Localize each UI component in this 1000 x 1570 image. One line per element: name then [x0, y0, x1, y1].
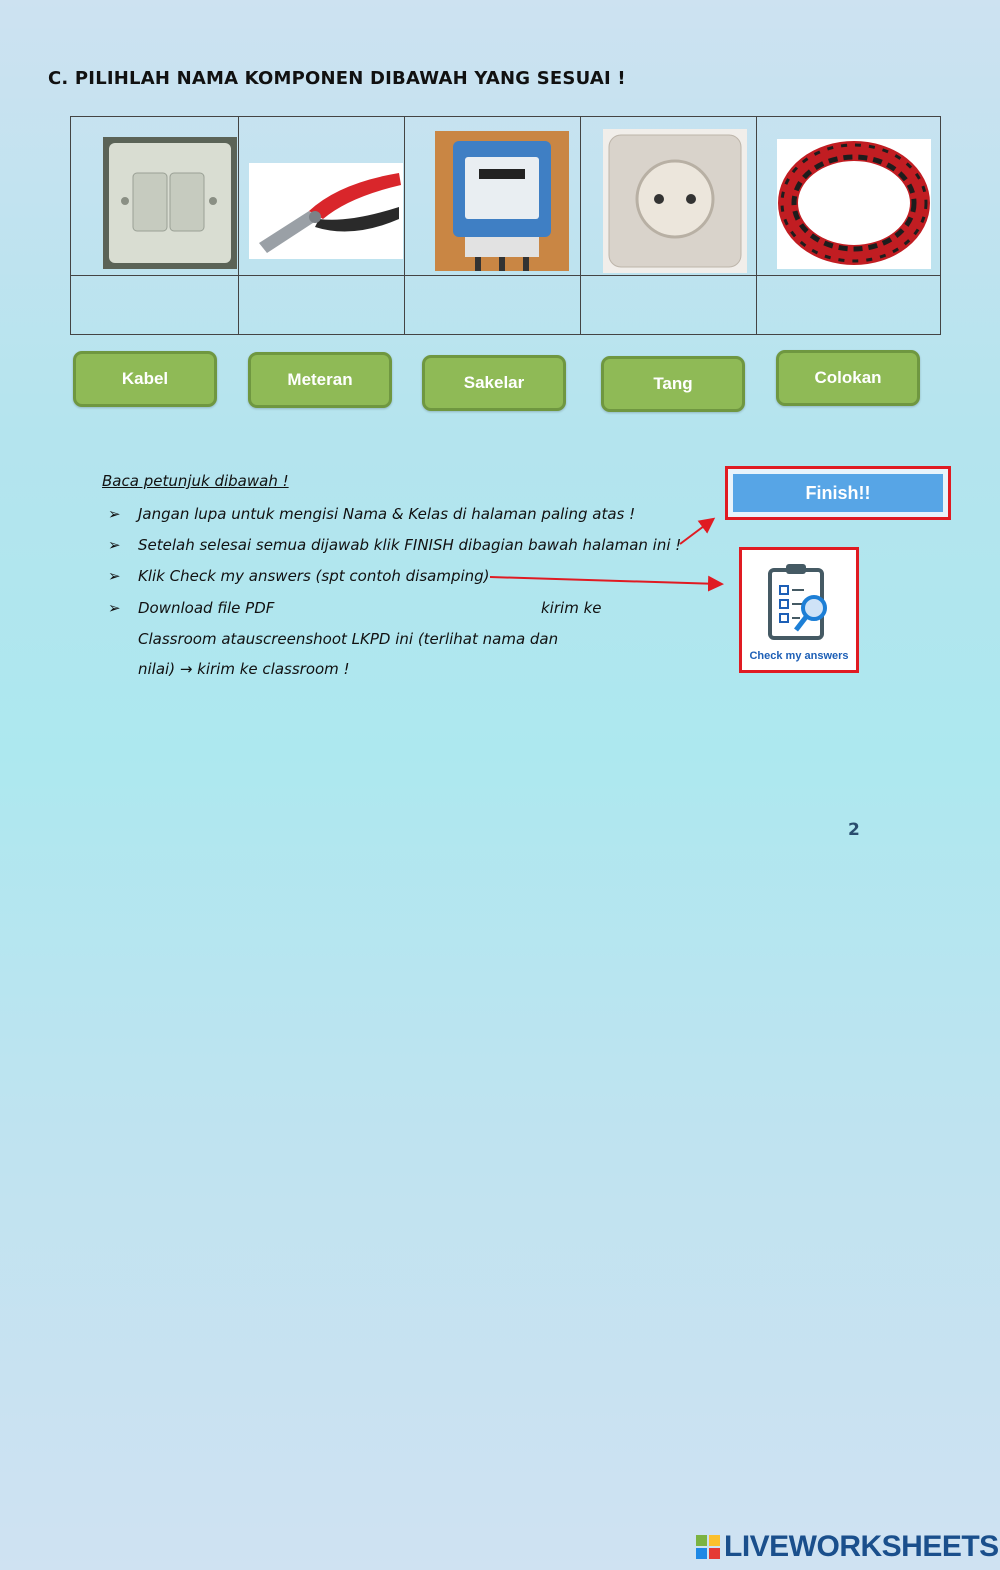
instruction-continuation: nilai) → kirim ke classroom ! — [138, 660, 350, 678]
instruction-item: ➢ Jangan lupa untuk mengisi Nama & Kelas di halaman paling atas ! — [108, 505, 636, 523]
liveworksheets-logo-icon — [696, 1535, 720, 1559]
brand-text: LIVEWORKSHEETS — [724, 1530, 999, 1563]
instruction-continuation: Classroom atauscreenshoot LKPD ini (terlihat nama dan — [138, 630, 559, 648]
instruction-item-send: kirim ke — [541, 599, 602, 617]
chip-kabel[interactable]: Kabel — [73, 351, 217, 407]
chip-meteran[interactable]: Meteran — [248, 352, 392, 408]
finish-example-frame — [725, 466, 951, 520]
instructions-title: Baca petunjuk dibawah ! — [102, 472, 289, 490]
chip-sakelar[interactable]: Sakelar — [422, 355, 566, 411]
section-heading: C. PILIHLAH NAMA KOMPONEN DIBAWAH YANG SESUAI ! — [48, 68, 626, 89]
page-number: 2 — [848, 820, 860, 840]
instruction-item: ➢ Download file PDF — [108, 599, 275, 617]
instruction-item: ➢ Klik Check my answers (spt contoh disamping) — [108, 567, 490, 585]
brand-logo[interactable] — [696, 1530, 999, 1564]
check-answers-label: Check my answers — [749, 650, 849, 662]
chip-tang[interactable]: Tang — [601, 356, 745, 412]
instruction-item: ➢ Setelah selesai semua dijawab klik FINISH dibagian bawah halaman ini ! — [108, 536, 682, 554]
check-answers-example-frame[interactable] — [739, 547, 859, 673]
chip-colokan[interactable]: Colokan — [776, 350, 920, 406]
finish-button[interactable]: Finish!! — [733, 474, 943, 512]
clipboard-check-icon — [768, 562, 834, 642]
